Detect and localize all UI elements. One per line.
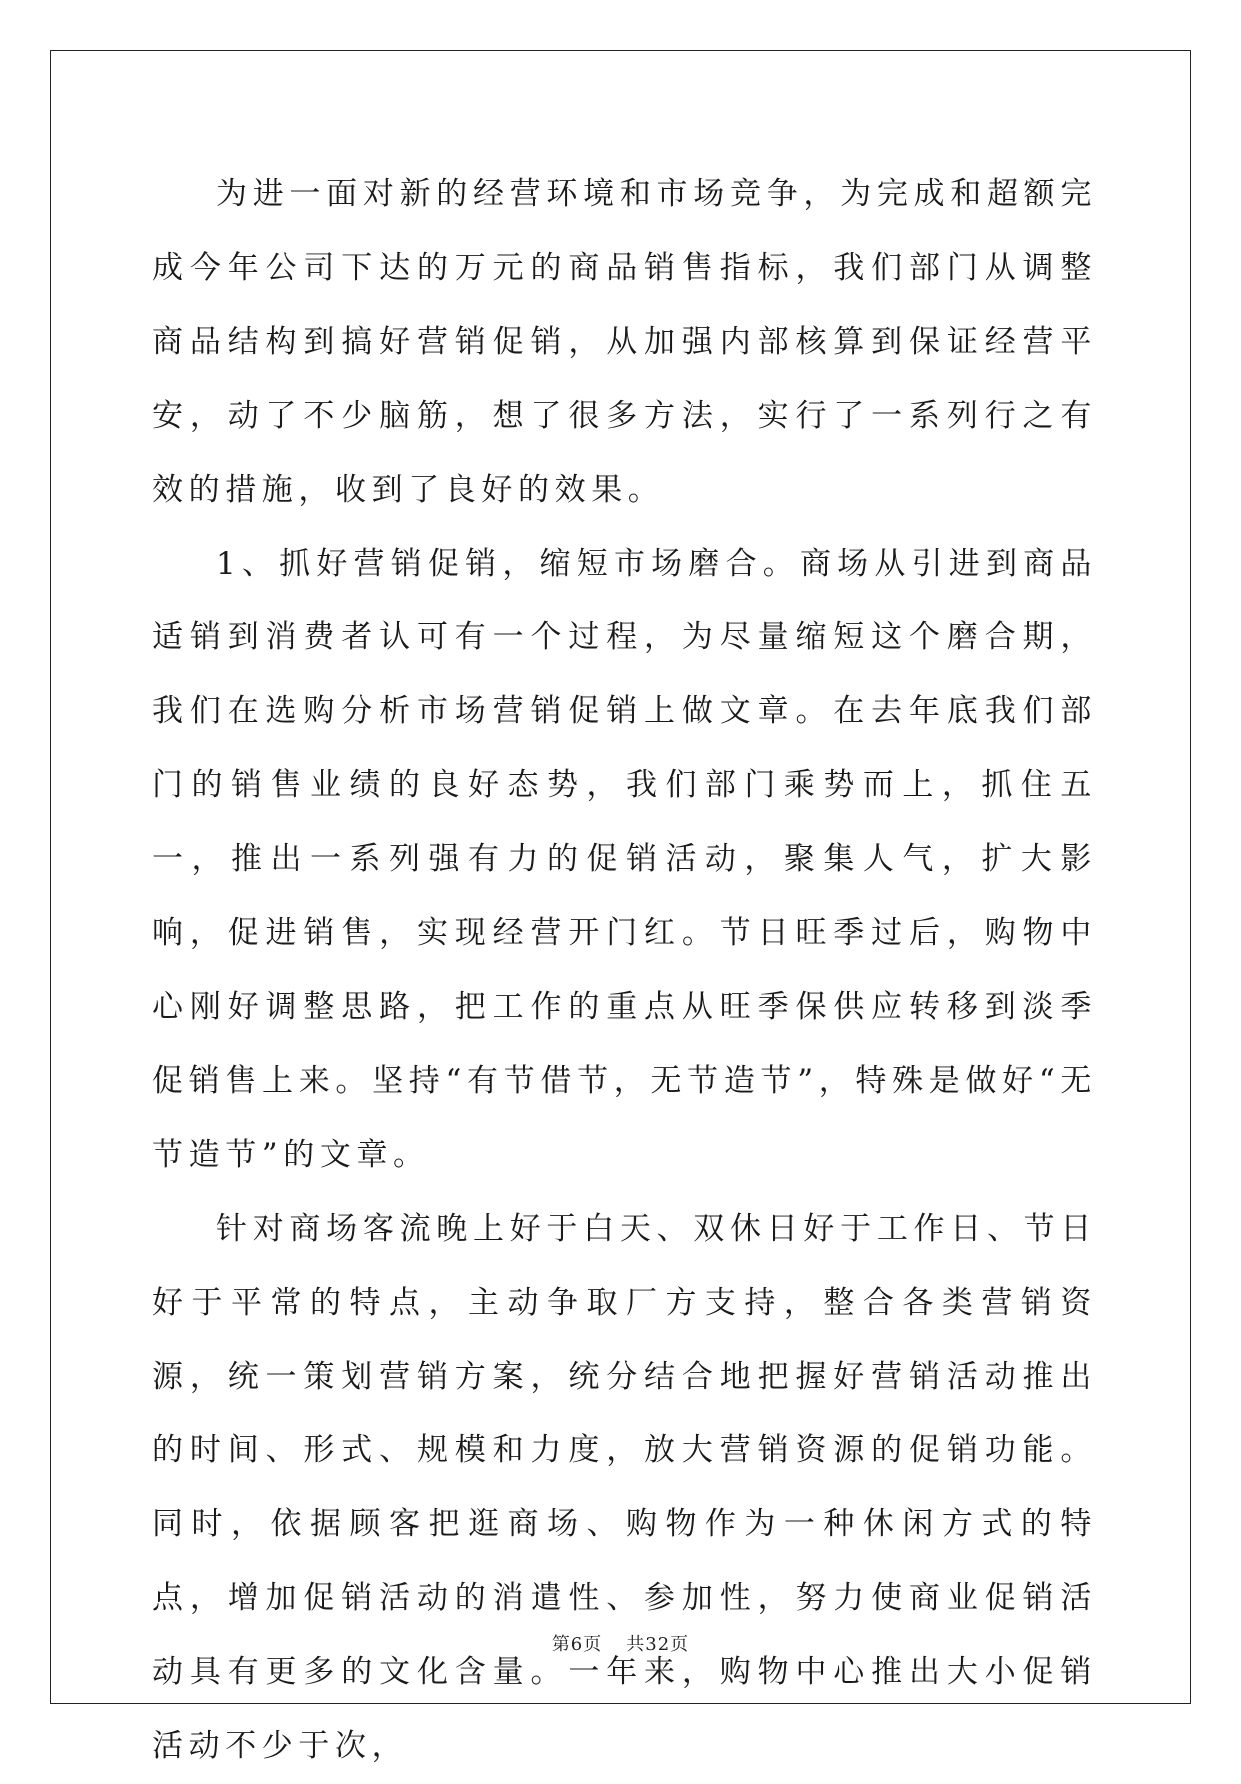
document-body <box>152 158 1097 1784</box>
paragraph-3: 针对商场客流晚上好于白天、双休日好于工作日、节日好于平常的特点，主动争取厂方支持，整合各类营销资源，统一策划营销方案，统分结合地把握好营销活动推出的时间、形式、规模和力度，放大营销资源的促销功能。同时，依据顾客把逛商场、购物作为一种休闲方式的特点，增加促销活动的消遣性、参加性，努力使商业促销活动具有更多的文化含量。一年来，购物中心推出大小促销活动不少于次， <box>152 1210 1097 1765</box>
paragraph-1: 为进一面对新的经营环境和市场竞争，为完成和超额完成今年公司下达的万元的商品销售指标，我们部门从调整商品结构到搞好营销促销，从加强内部核算到保证经营平安，动了不少脑筋，想了很多方法，实行了一系列行之有效的措施，收到了良好的效果。 <box>152 176 1097 508</box>
page-footer <box>0 1630 1241 1656</box>
paragraph-2: 1、抓好营销促销，缩短市场磨合。商场从引进到商品适销到消费者认可有一个过程，为尽量缩短这个磨合期，我们在选购分析市场营销促销上做文章。在去年底我们部门的销售业绩的良好态势，我们部门乘势而上，抓住五一，推出一系列强有力的促销活动，聚集人气，扩大影响，促进销售，实现经营开门红。节日旺季过后，购物中心刚好调整思路，把工作的重点从旺季保供应转移到淡季促销售上来。坚持“有节借节，无节造节”，特殊是做好“无节造节”的文章。 <box>152 545 1097 1173</box>
page-number: 第6页 <box>551 1634 603 1655</box>
page-total: 共32页 <box>626 1634 690 1655</box>
